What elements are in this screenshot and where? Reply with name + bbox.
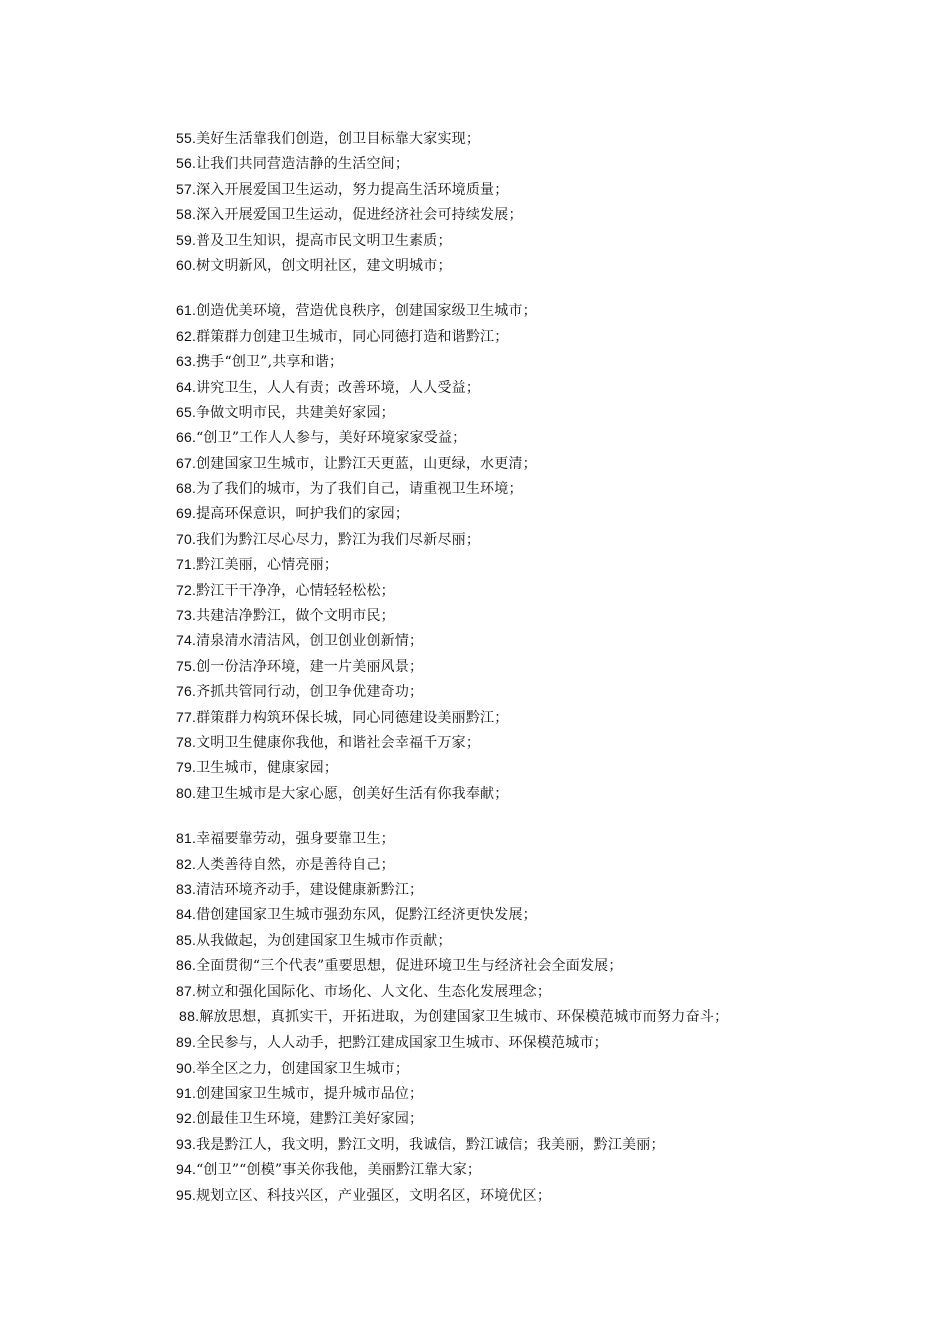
list-item — [143, 202, 823, 227]
item-text: “创卫”“创模”事关你我他，美丽黔江靠大家； — [196, 1162, 482, 1179]
list-item — [143, 400, 823, 425]
list-item — [143, 1081, 823, 1106]
list-item — [143, 979, 823, 1004]
item-number: 78. — [176, 733, 197, 750]
list-item — [143, 349, 823, 374]
slogan-group-81-95 — [143, 826, 823, 1208]
list-item — [143, 705, 823, 730]
item-number: 60. — [176, 256, 197, 273]
list-item — [143, 1106, 823, 1131]
item-number: 55. — [176, 130, 197, 146]
item-text: 借创建国家卫生城市强劲东风，促黔江经济更快发展； — [196, 907, 537, 924]
item-number: 87. — [176, 982, 197, 999]
list-item — [143, 501, 823, 526]
list-item — [143, 852, 823, 877]
item-number: 69. — [176, 505, 197, 522]
item-number: 88. — [179, 1007, 200, 1024]
list-item — [143, 1030, 823, 1055]
item-number: 93. — [176, 1135, 197, 1152]
item-text: 为了我们的城市，为了我们自己，请重视卫生环境； — [196, 481, 523, 498]
list-item — [143, 228, 823, 253]
item-text: 黔江干干净净，心情轻轻松松； — [196, 582, 395, 599]
paragraph-gap — [143, 278, 823, 298]
list-item — [143, 1183, 823, 1208]
item-number: 57. — [176, 180, 197, 197]
item-text: 从我做起，为创建国家卫生城市作贡献； — [196, 932, 452, 949]
list-item — [143, 654, 823, 679]
item-number: 62. — [176, 327, 197, 344]
item-text: 黔江美丽，心情亮丽； — [196, 557, 339, 574]
item-text: 创建国家卫生城市，提升城市品位； — [196, 1086, 424, 1103]
item-text: 文明卫生健康你我他，和谐社会幸福千万家； — [196, 734, 481, 751]
item-number: 82. — [176, 855, 197, 872]
item-number: 72. — [176, 581, 197, 598]
list-item — [143, 781, 823, 806]
item-number: 58. — [176, 206, 197, 223]
item-text: 深入开展爱国卫生运动，促进经济社会可持续发展； — [196, 207, 523, 224]
item-number: 83. — [176, 880, 197, 897]
list-item — [143, 552, 823, 577]
item-text: 携手“创卫”,共享和谐； — [196, 354, 344, 371]
item-text: 共建洁净黔江，做个文明市民； — [196, 608, 395, 625]
slogan-group-61-80 — [143, 298, 823, 806]
item-text: 群策群力构筑环保长城，同心同德建设美丽黔江； — [196, 709, 509, 726]
item-text: 全面贯彻“三个代表”重要思想，促进环境卫生与经济社会全面发展； — [196, 958, 623, 975]
item-number: 71. — [176, 556, 197, 573]
list-item — [143, 1132, 823, 1157]
item-text: 树立和强化国际化、市场化、人文化、生态化发展理念； — [196, 983, 552, 1000]
item-number: 56. — [176, 155, 197, 172]
item-number: 63. — [176, 353, 197, 370]
list-item — [143, 578, 823, 603]
list-item — [143, 603, 823, 628]
item-number: 85. — [176, 931, 197, 948]
item-text: 树文明新风，创文明社区，建文明城市； — [196, 257, 452, 274]
item-text: 解放思想，真抓实干，开拓进取，为创建国家卫生城市、环保模范城市而努力奋斗； — [199, 1008, 729, 1025]
list-item — [143, 527, 823, 552]
item-number: 89. — [176, 1034, 197, 1051]
item-number: 61. — [176, 302, 197, 319]
item-text: 幸福要靠劳动，强身要靠卫生； — [196, 831, 395, 848]
item-number: 90. — [176, 1059, 197, 1076]
item-text: 提高环保意识，呵护我们的家园； — [196, 506, 410, 523]
item-text: 我们为黔江尽心尽力，黔江为我们尽新尽丽； — [196, 531, 481, 548]
item-text: 美好生活靠我们创造，创卫目标靠大家实现； — [196, 131, 481, 147]
item-text: 人类善待自然，亦是善待自己； — [196, 856, 395, 873]
item-text: 规划立区、科技兴区，产业强区，文明名区，环境优区； — [196, 1187, 552, 1204]
list-item-wrapped — [143, 1004, 819, 1030]
list-item — [143, 679, 823, 704]
list-item — [143, 298, 823, 323]
item-number: 70. — [176, 530, 197, 547]
item-text: 清洁环境齐动手，建设健康新黔江； — [196, 881, 424, 898]
list-item — [143, 425, 823, 450]
item-number: 79. — [176, 759, 197, 776]
item-text: 创建国家卫生城市，让黔江天更蓝，山更绿，水更清； — [196, 455, 537, 472]
item-text: 我是黔江人，我文明，黔江文明，我诚信，黔江诚信；我美丽，黔江美丽； — [196, 1136, 665, 1153]
item-text: 深入开展爱国卫生运动，努力提高生活环境质量； — [196, 181, 509, 198]
item-number: 81. — [176, 830, 197, 847]
list-item — [143, 953, 823, 978]
list-item — [143, 126, 823, 151]
list-item — [143, 177, 823, 202]
item-number: 74. — [176, 632, 197, 649]
item-number: 84. — [176, 906, 197, 923]
list-item — [143, 755, 823, 780]
paragraph-gap — [143, 806, 823, 826]
item-text: “创卫”工作人人参与，美好环境家家受益； — [196, 430, 467, 447]
document-body — [143, 126, 823, 1208]
item-text: 创造优美环境，营造优良秩序，创建国家级卫生城市； — [196, 303, 537, 320]
item-number: 86. — [176, 957, 197, 974]
item-number: 75. — [176, 657, 197, 674]
slogan-group-55-60 — [143, 126, 823, 278]
item-number: 76. — [176, 683, 197, 700]
item-text: 让我们共同营造洁静的生活空间； — [196, 156, 410, 173]
item-text: 创一份洁净环境，建一片美丽风景； — [196, 658, 424, 675]
list-item — [143, 902, 823, 927]
list-item — [143, 324, 823, 349]
list-item — [143, 253, 823, 278]
list-item — [143, 826, 823, 851]
item-text: 举全区之力，创建国家卫生城市； — [196, 1060, 410, 1077]
item-number: 68. — [176, 480, 197, 497]
item-number: 80. — [176, 784, 197, 801]
list-item — [143, 451, 823, 476]
item-number: 67. — [176, 454, 197, 471]
item-text: 争做文明市民，共建美好家园； — [196, 404, 395, 421]
item-number: 77. — [176, 708, 197, 725]
list-item — [143, 877, 823, 902]
item-number: 92. — [176, 1110, 197, 1127]
item-number: 65. — [176, 403, 197, 420]
item-text: 全民参与，人人动手，把黔江建成国家卫生城市、环保模范城市； — [196, 1035, 608, 1052]
item-number: 95. — [176, 1186, 197, 1203]
item-number: 59. — [176, 231, 197, 248]
item-text: 建卫生城市是大家心愿，创美好生活有你我奉献； — [196, 785, 509, 802]
item-number: 66. — [176, 429, 197, 446]
item-text: 普及卫生知识，提高市民文明卫生素质； — [196, 232, 452, 249]
list-item — [143, 476, 823, 501]
item-number: 91. — [176, 1085, 197, 1102]
list-item — [143, 628, 823, 653]
item-number: 94. — [176, 1161, 197, 1178]
list-item — [143, 928, 823, 953]
item-number: 73. — [176, 607, 197, 624]
list-item — [143, 1157, 823, 1182]
item-text: 卫生城市，健康家园； — [196, 760, 339, 777]
list-item — [143, 151, 823, 176]
list-item — [143, 730, 823, 755]
item-text: 齐抓共管同行动，创卫争优建奇功； — [196, 684, 424, 701]
item-text: 创最佳卫生环境，建黔江美好家园； — [196, 1111, 424, 1128]
item-number: 64. — [176, 378, 197, 395]
list-item — [143, 1056, 823, 1081]
list-item — [143, 375, 823, 400]
item-text: 讲究卫生，人人有责；改善环境，人人受益； — [196, 379, 481, 396]
item-text: 群策群力创建卫生城市，同心同德打造和谐黔江； — [196, 328, 509, 345]
item-text: 清泉清水清洁风，创卫创业创新情； — [196, 633, 424, 650]
